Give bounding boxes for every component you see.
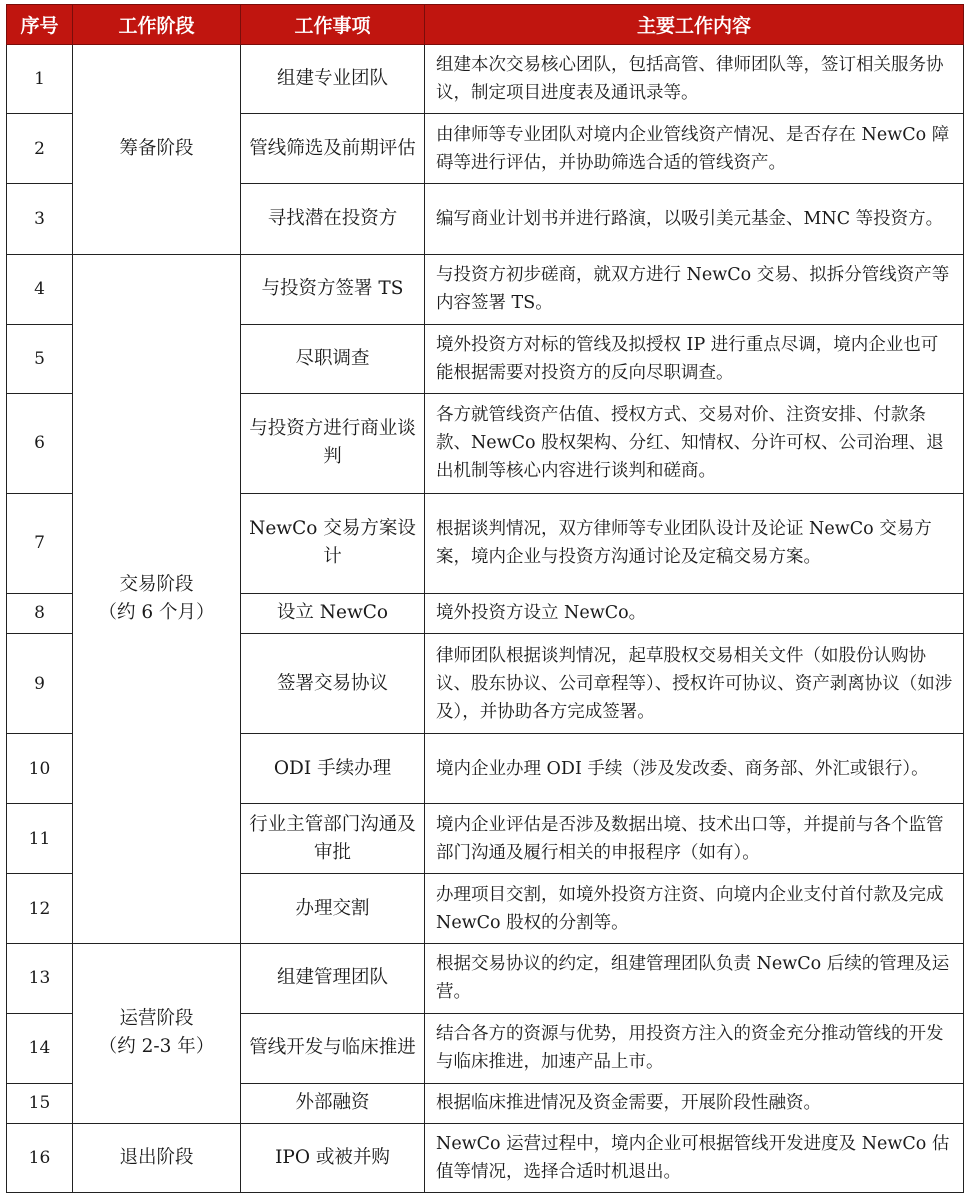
work-content: 结合各方的资源与优势，用投资方注入的资金充分推动管线的开发与临床推进，加速产品上市。 xyxy=(425,1013,964,1083)
work-item: 外部融资 xyxy=(241,1084,425,1124)
work-content: NewCo 运营过程中，境内企业可根据管线开发进度及 NewCo 估值等情况，选择合适时机退出。 xyxy=(425,1123,964,1192)
work-item: 组建专业团队 xyxy=(241,45,425,114)
header-row xyxy=(7,5,964,45)
table-row xyxy=(7,45,964,114)
work-item: 签署交易协议 xyxy=(241,634,425,734)
row-number: 9 xyxy=(7,634,73,734)
work-content: 编写商业计划书并进行路演，以吸引美元基金、MNC 等投资方。 xyxy=(425,184,964,254)
work-content: 与投资方初步磋商，就双方进行 NewCo 交易、拟拆分管线资产等内容签署 TS。 xyxy=(425,254,964,324)
stage-name: 筹备阶段 xyxy=(119,138,194,160)
work-content: 由律师等专业团队对境内企业管线资产情况、是否存在 NewCo 障碍等进行评估，并协助筛选合适的管线资产。 xyxy=(425,114,964,184)
work-content: 各方就管线资产估值、授权方式、交易对价、注资安排、付款条款、NewCo 股权架构、分红、知情权、分许可权、公司治理、退出机制等核心内容进行谈判和磋商。 xyxy=(425,394,964,494)
work-content: 组建本次交易核心团队，包括高管、律师团队等，签订相关服务协议，制定项目进度表及通讯录等。 xyxy=(425,45,964,114)
row-number: 13 xyxy=(7,943,73,1013)
table-row xyxy=(7,254,964,324)
stage-duration: （约 6 个月） xyxy=(98,601,215,623)
table-row xyxy=(7,943,964,1013)
work-item: 管线开发与临床推进 xyxy=(241,1013,425,1083)
work-item: 尽职调查 xyxy=(241,324,425,393)
row-number: 6 xyxy=(7,394,73,494)
row-number: 2 xyxy=(7,114,73,184)
work-item: 与投资方签署 TS xyxy=(241,254,425,324)
row-number: 3 xyxy=(7,184,73,254)
header-seq: 序号 xyxy=(7,5,73,45)
row-number: 14 xyxy=(7,1013,73,1083)
work-content: 境内企业办理 ODI 手续（涉及发改委、商务部、外汇或银行）。 xyxy=(425,733,964,803)
row-number: 11 xyxy=(7,804,73,874)
work-content: 根据临床推进情况及资金需要，开展阶段性融资。 xyxy=(425,1084,964,1124)
work-content: 根据谈判情况，双方律师等专业团队设计及论证 NewCo 交易方案，境内企业与投资方沟通讨论及定稿交易方案。 xyxy=(425,493,964,593)
work-item: 办理交割 xyxy=(241,874,425,943)
header-stage: 工作阶段 xyxy=(73,5,241,45)
work-item: 与投资方进行商业谈判 xyxy=(241,394,425,494)
row-number: 7 xyxy=(7,493,73,593)
work-content: 办理项目交割，如境外投资方注资、向境内企业支付首付款及完成 NewCo 股权的分割等。 xyxy=(425,874,964,943)
work-item: 行业主管部门沟通及审批 xyxy=(241,804,425,874)
work-content: 境内企业评估是否涉及数据出境、技术出口等，并提前与各个监管部门沟通及履行相关的申报程序（如有）。 xyxy=(425,804,964,874)
row-number: 1 xyxy=(7,45,73,114)
stage-cell-trade xyxy=(73,254,241,943)
row-number: 15 xyxy=(7,1084,73,1124)
stage-name: 运营阶段 xyxy=(119,1008,194,1030)
work-item: 寻找潜在投资方 xyxy=(241,184,425,254)
work-content: 根据交易协议的约定，组建管理团队负责 NewCo 后续的管理及运营。 xyxy=(425,943,964,1013)
work-content: 律师团队根据谈判情况，起草股权交易相关文件（如股份认购协议、股东协议、公司章程等）、授权许可协议、资产剥离协议（如涉及），并协助各方完成签署。 xyxy=(425,634,964,734)
work-item: IPO 或被并购 xyxy=(241,1123,425,1192)
stage-cell-exit xyxy=(73,1123,241,1192)
stage-name: 退出阶段 xyxy=(119,1146,194,1168)
work-item: NewCo 交易方案设计 xyxy=(241,493,425,593)
work-item: 设立 NewCo xyxy=(241,593,425,634)
workflow-table xyxy=(6,4,964,1193)
stage-name: 交易阶段 xyxy=(119,573,194,595)
header-content: 主要工作内容 xyxy=(425,5,964,45)
header-item: 工作事项 xyxy=(241,5,425,45)
work-content: 境外投资方设立 NewCo。 xyxy=(425,593,964,634)
work-item: 管线筛选及前期评估 xyxy=(241,114,425,184)
row-number: 16 xyxy=(7,1123,73,1192)
work-content: 境外投资方对标的管线及拟授权 IP 进行重点尽调，境内企业也可能根据需要对投资方的反向尽职调查。 xyxy=(425,324,964,393)
row-number: 5 xyxy=(7,324,73,393)
work-item: 组建管理团队 xyxy=(241,943,425,1013)
row-number: 12 xyxy=(7,874,73,943)
stage-cell-ops xyxy=(73,943,241,1123)
stage-cell-prep xyxy=(73,45,241,255)
row-number: 8 xyxy=(7,593,73,634)
row-number: 4 xyxy=(7,254,73,324)
work-item: ODI 手续办理 xyxy=(241,733,425,803)
stage-duration: （约 2-3 年） xyxy=(98,1036,215,1058)
table-row xyxy=(7,1123,964,1192)
row-number: 10 xyxy=(7,733,73,803)
